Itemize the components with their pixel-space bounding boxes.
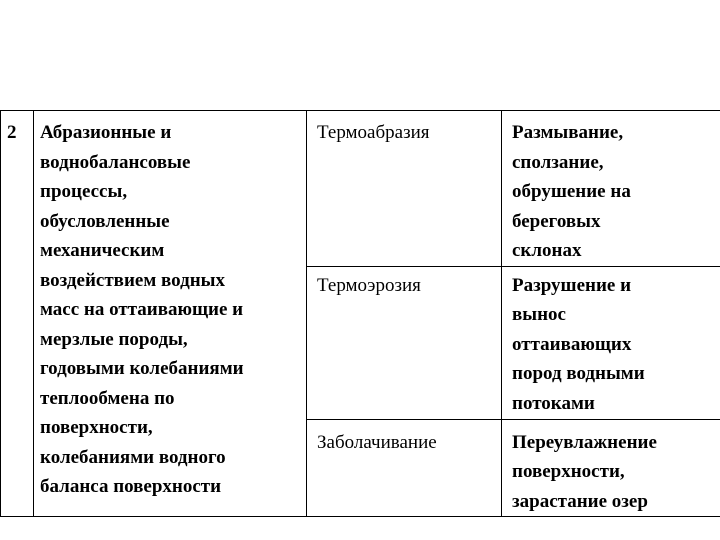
result-cell	[502, 266, 720, 419]
process-cell	[307, 419, 502, 517]
description-cell	[34, 111, 307, 517]
description-line: мерзлые породы,	[40, 328, 188, 350]
description-line: баланса поверхности	[40, 476, 222, 497]
processes-table	[0, 110, 720, 517]
result-line: поверхности,	[512, 461, 625, 482]
row-number-cell	[1, 111, 34, 517]
description-line: воздействием водных	[40, 269, 225, 291]
process-cell	[307, 111, 502, 267]
process-name: Термоабразия	[317, 122, 430, 143]
description-line: масс на оттаивающие и	[40, 299, 244, 320]
result-text	[502, 420, 720, 517]
description-line: процессы,	[40, 181, 128, 202]
result-cell	[502, 111, 720, 267]
result-text	[502, 267, 720, 419]
description-line: годовыми колебаниями	[40, 358, 244, 379]
description-line: Абразионные и	[40, 122, 172, 143]
result-text	[502, 111, 720, 266]
result-cell	[502, 419, 720, 517]
row-number: 2	[7, 122, 17, 143]
description-line: теплообмена по	[40, 387, 175, 409]
result-line: Размывание,	[512, 122, 624, 143]
description-line: механическим	[40, 240, 165, 261]
process-name: Заболачивание	[317, 431, 437, 453]
result-line: Разрушение и	[512, 274, 632, 296]
result-line: потоками	[512, 392, 595, 414]
description-line: поверхности,	[40, 417, 153, 438]
description-line: обусловленные	[40, 210, 170, 232]
result-line: оттаивающих	[512, 333, 632, 355]
description-line: воднобалансовые	[40, 151, 191, 173]
result-line: береговых	[512, 210, 601, 232]
result-line: обрушение на	[512, 181, 631, 202]
result-line: зарастание озер	[512, 490, 648, 512]
process-cell	[307, 266, 502, 419]
description-text	[34, 111, 306, 502]
table-row	[1, 111, 720, 267]
process-name: Термоэрозия	[317, 274, 421, 296]
description-line: колебаниями водного	[40, 446, 226, 468]
result-line: сползание,	[512, 151, 604, 173]
result-line: пород водными	[512, 363, 645, 384]
result-line: Переувлажнение	[512, 431, 657, 453]
result-line: вынос	[512, 304, 566, 325]
result-line: склонах	[512, 240, 582, 261]
